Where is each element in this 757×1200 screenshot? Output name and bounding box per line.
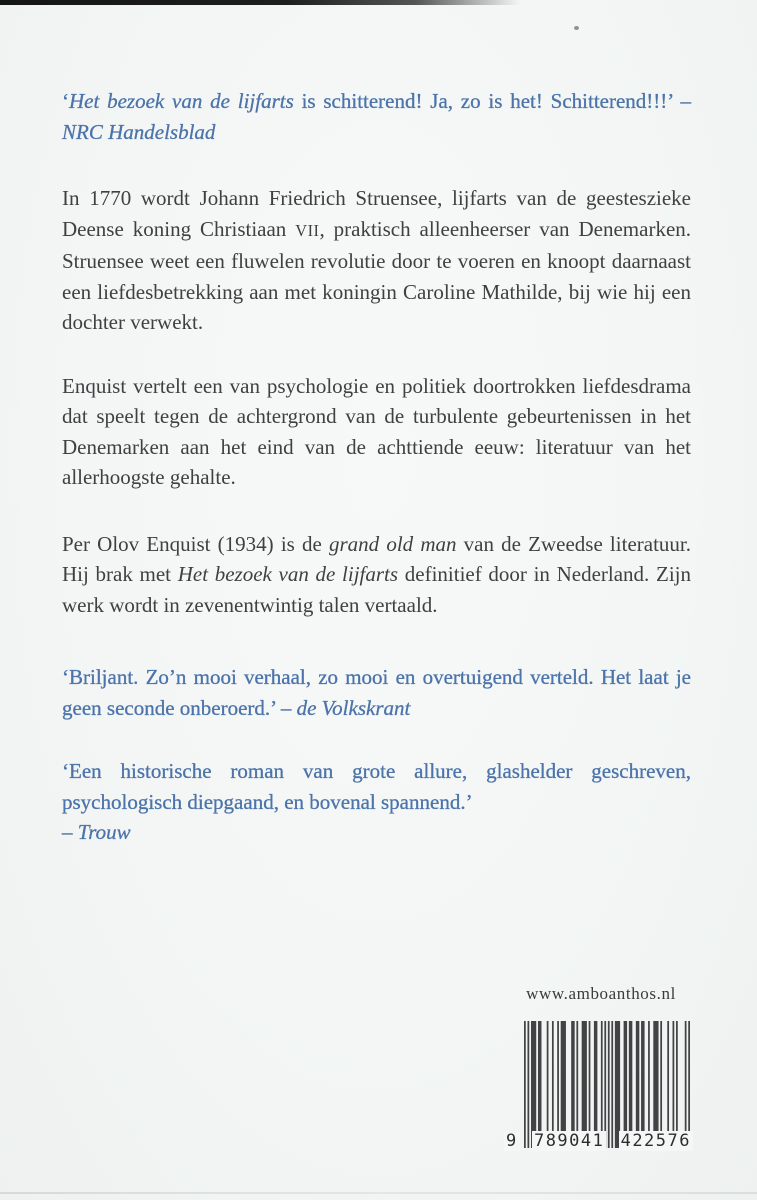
dust-speck [574,26,579,30]
author-bio: Per Olov Enquist (1934) is de grand old man van de Zweedse literatuur. Hij brak met Het bezoek van de lijfarts definitief door in Nederland. Zijn werk wordt in zevenentwintig talen vertaald. [62,531,691,617]
synopsis-paragraph-1: In 1770 wordt Johann Friedrich Struensee, lijfarts van de geesteszieke Deense koning Christiaan VII, praktisch alleenheerser van Denemarken. Struensee weet een fluwelen revolutie door te voeren en knoopt daarnaast een liefdesbetrekking aan met koningin Caroline Mathilde, bij wie hij een dochter verwekt. [62,186,692,334]
barcode-bars-graphic [524,1021,690,1148]
review-quote-trouw: ‘Een historische roman van grote allure, glashelder geschreven, psychologisch diepgaand, en bovenal spannend.’ – Trouw [62,759,691,844]
photo-bottom-edge [0,1192,757,1194]
back-cover-text [62,86,691,848]
review-quote-volkskrant: ‘Briljant. Zo’n mooi verhaal, zo mooi en overtuigend verteld. Het laat je geen seconde onberoerd.’ – de Volkskrant [62,665,691,720]
book-top-edge-shadow [0,0,520,5]
barcode-digit-group: 9 [506,1131,518,1151]
isbn-barcode [506,1021,691,1151]
barcode-digits [504,1131,693,1151]
barcode-digit-group: 422576 [620,1131,691,1151]
synopsis-paragraph-2: Enquist vertelt een van psychologie en politiek doortrokken liefdesdrama dat speelt tegen de achtergrond van de turbulente gebeurtenissen in het Denemarken aan het eind van de achttiende eeuw: literatuur van het allerhoogste gehalte. [62,373,691,489]
publisher-website: www.amboanthos.nl [526,984,676,1003]
barcode-digit-group: 789041 [533,1131,605,1151]
review-quote-nrc: ‘Het bezoek van de lijfarts is schitterend! Ja, zo is het! Schitterend!!!’ – NRC Handelsblad [62,89,691,144]
